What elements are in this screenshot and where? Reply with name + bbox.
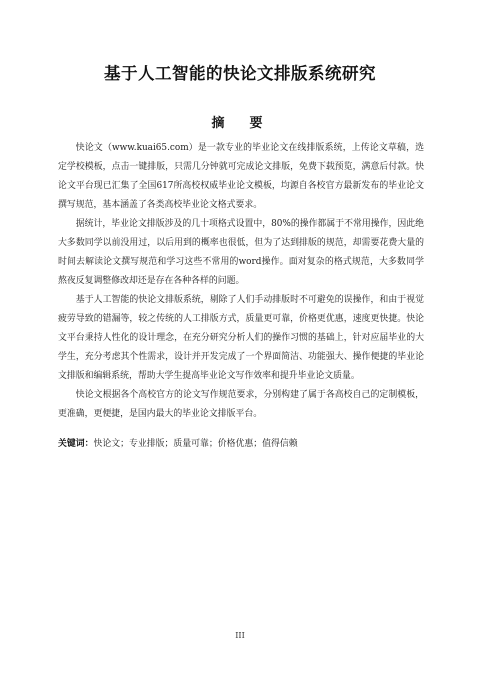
abstract-body <box>58 139 424 454</box>
keywords-text: 快论文；专业排版；质量可靠；价格优惠；值得信赖 <box>93 439 298 449</box>
abstract-paragraph-2: 据统计，毕业论文排版涉及的几十项格式设置中，80%的操作都属于不常用操作，因此绝大多数同学以前没用过，以后用到的概率也很低，但为了达到排版的规范，却需要花费大量的时间去解读论文撰写规范和学习这些不常用的word操作。面对复杂的格式规范，大多数同学熬夜反复调整修改却还是存在各种各样的问题。 <box>58 219 424 286</box>
document-title: 基于人工智能的快论文排版系统研究 <box>104 64 376 83</box>
abstract-paragraph-1: 快论文（www.kuai65.com）是一款专业的毕业论文在线排版系统，上传论文草稿，选定学校模板，点击一键排版，只需几分钟就可完成论文排版，免费下载预览，满意后付款。快论文平台现已汇集了全国617所高校权威毕业论文模板，均源自各校官方最新发布的毕业论文撰写规范，基本涵盖了各类高校毕业论文格式要求。 <box>58 143 424 210</box>
page-number: III <box>235 631 245 640</box>
abstract-paragraph-4: 快论文根据各个高校官方的论文写作规范要求，分别构建了属于各高校自己的定制模板，更准确，更便捷，是国内最大的毕业论文排版平台。 <box>58 390 424 419</box>
keywords-line <box>58 435 424 454</box>
abstract-paragraph-3: 基于人工智能的快论文排版系统，剔除了人们手动排版时不可避免的误操作，和由于视觉疲劳导致的错漏等，较之传统的人工排版方式，质量更可靠，价格更优惠，速度更快捷。快论文平台秉持人性化的设计理念，在充分研究分析人们的操作习惯的基础上，针对应届毕业的大学生，充分考虑其个性需求，设计并开发完成了一个界面简洁、功能强大、操作便捷的毕业论文排版和编辑系统，帮助大学生提高毕业论文写作效率和提升毕业论文质量。 <box>58 295 424 381</box>
keywords-label: 关键词： <box>58 439 94 449</box>
abstract-heading: 摘 要 <box>211 116 269 131</box>
